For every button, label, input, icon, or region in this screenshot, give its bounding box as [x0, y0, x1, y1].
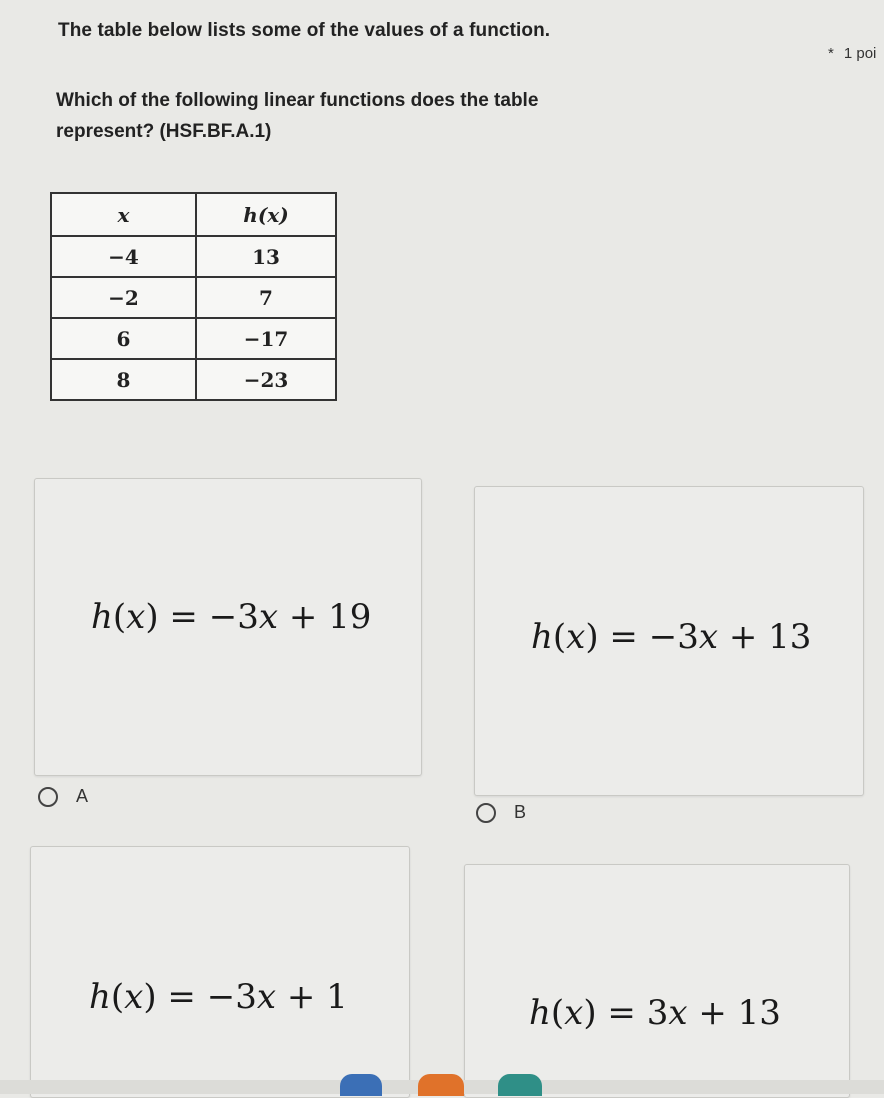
option-a-formula: h(x) = −3x + 19 [91, 597, 372, 637]
question-title: The table below lists some of the values of a function. [58, 20, 551, 41]
table-header-x: x [51, 193, 196, 236]
option-a-radio[interactable] [38, 787, 58, 807]
option-c-formula: h(x) = −3x + 1 [89, 977, 348, 1017]
points-indicator [828, 45, 876, 62]
table-row [51, 318, 336, 359]
app-icon[interactable] [418, 1074, 464, 1096]
option-c-card[interactable] [30, 846, 410, 1098]
table-row [51, 359, 336, 400]
table-cell-hx: 7 [196, 277, 336, 318]
table-row [51, 277, 336, 318]
table-cell-hx: −23 [196, 359, 336, 400]
option-a-label: A [76, 786, 89, 806]
option-b-card[interactable] [474, 486, 864, 796]
question-body: Which of the following linear functions does the table represent? (HSF.BF.A.1) [56, 90, 539, 142]
option-b-formula: h(x) = −3x + 13 [531, 617, 812, 657]
table-cell-x: 8 [51, 359, 196, 400]
table-cell-hx: −17 [196, 318, 336, 359]
table-row [51, 236, 336, 277]
app-icon[interactable] [498, 1074, 542, 1096]
option-b-radio-row[interactable] [476, 802, 526, 823]
table-cell-x: 6 [51, 318, 196, 359]
table-header-row [51, 193, 336, 236]
option-d-formula: h(x) = 3x + 13 [529, 993, 781, 1033]
option-b-label: B [514, 802, 527, 822]
option-a-card[interactable] [34, 478, 422, 776]
table-cell-hx: 13 [196, 236, 336, 277]
table-cell-x: −2 [51, 277, 196, 318]
option-d-card[interactable] [464, 864, 850, 1098]
function-values-table [50, 192, 337, 401]
required-star: * [828, 45, 834, 62]
option-b-radio[interactable] [476, 803, 496, 823]
chrome-icon[interactable] [340, 1074, 382, 1096]
table-header-hx: h(x) [196, 193, 336, 236]
option-a-radio-row[interactable] [38, 786, 88, 807]
table-cell-x: −4 [51, 236, 196, 277]
points-label: 1 poi [843, 45, 877, 62]
